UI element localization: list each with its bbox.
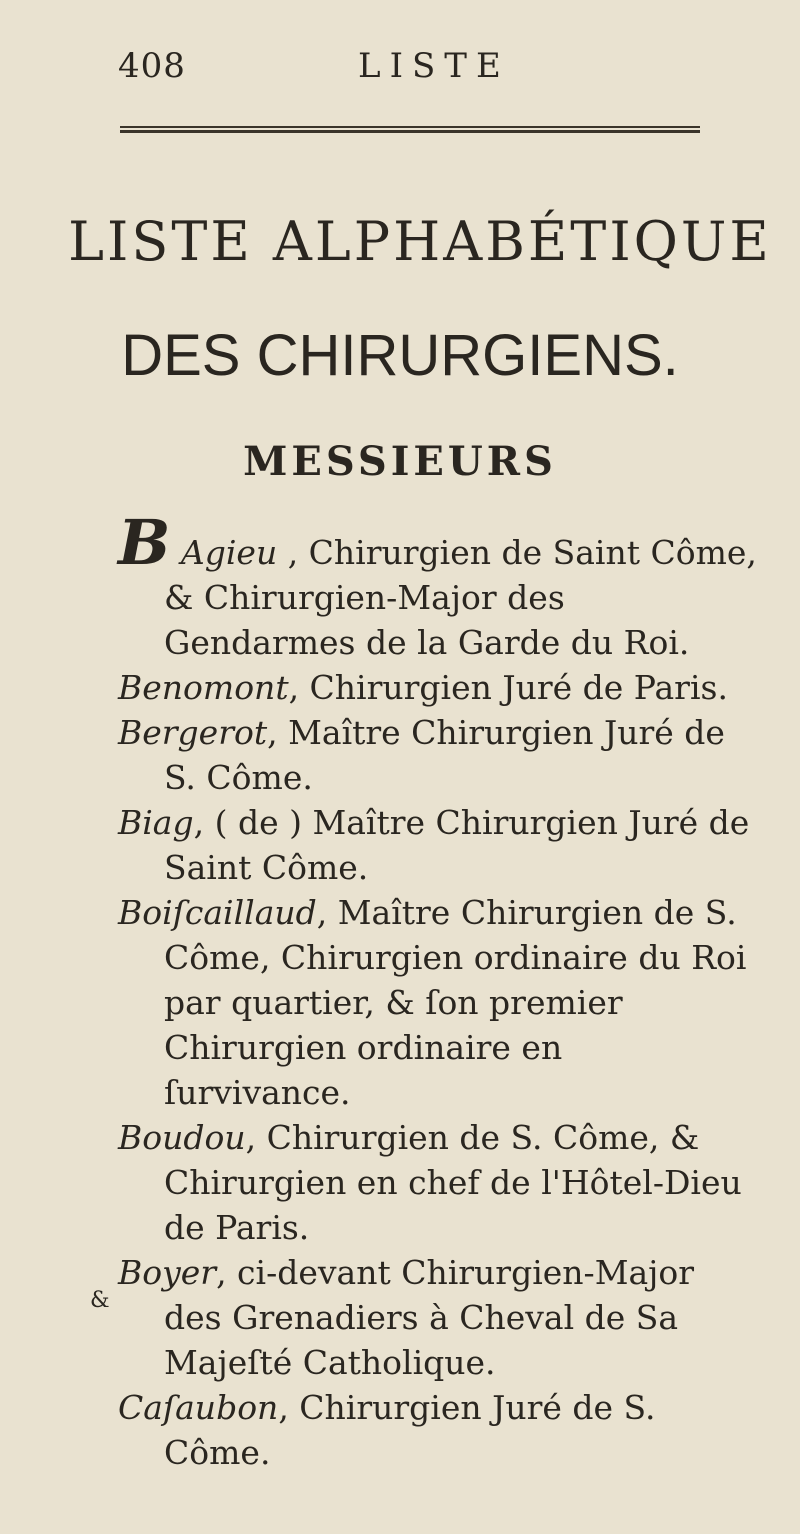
entry-text: , ci-devant Chirurgien-Major des Grenadiers à Cheval de Sa Majeſté Catholique. bbox=[164, 1253, 695, 1382]
entry-text: , ( de ) Maître Chirurgien Juré de Saint Côme. bbox=[164, 803, 750, 887]
list-item bbox=[118, 506, 758, 665]
entry-text: , Chirurgien de S. Côme, & Chirurgien en chef de l'Hôtel-Dieu de Paris. bbox=[164, 1118, 742, 1247]
entry-name: Bergerot bbox=[118, 713, 268, 752]
title-line-1: LISTE ALPHABÉTIQUE bbox=[68, 210, 772, 273]
list-item bbox=[118, 665, 758, 710]
running-head: LISTE bbox=[358, 46, 510, 86]
entry-text: , Maître Chirurgien de S. Côme, Chirurgien ordinaire du Roi par quartier, & ſon premier Chirurgien ordinaire en ſurvivance. bbox=[164, 893, 747, 1112]
entry-text: , Chirurgien Juré de Paris. bbox=[288, 668, 728, 707]
entry-text: , Chirurgien Juré de S. Côme. bbox=[164, 1388, 656, 1472]
entry-name: Agieu bbox=[180, 533, 278, 572]
entry-name: Benomont bbox=[118, 668, 289, 707]
list-item bbox=[118, 890, 758, 1115]
entry-name: Boyer bbox=[118, 1253, 217, 1292]
entry-text: , Maître Chirurgien Juré de S. Côme. bbox=[164, 713, 725, 797]
entry-name: Caſaubon bbox=[118, 1388, 279, 1427]
entry-text: , Chirurgien de Saint Côme, bbox=[287, 533, 757, 572]
list-item bbox=[118, 1115, 758, 1250]
entry-name: Boiſcaillaud bbox=[118, 893, 317, 932]
entry-name: Biag bbox=[118, 803, 194, 842]
header-rule bbox=[120, 126, 700, 134]
list-item bbox=[118, 1385, 758, 1475]
title-line-2: DES CHIRURGIENS. bbox=[121, 323, 679, 388]
list-item bbox=[118, 710, 758, 800]
entry-name: Boudou bbox=[118, 1118, 246, 1157]
page-header bbox=[118, 40, 718, 90]
page-number: 408 bbox=[118, 46, 186, 86]
entry-continuation: & Chirurgien-Major des Gendarmes de la Garde du Roi. bbox=[164, 578, 690, 662]
title-line-3: MESSIEURS bbox=[243, 438, 557, 485]
margin-mark: & bbox=[90, 1288, 110, 1313]
list-item bbox=[118, 1250, 758, 1385]
list-item bbox=[118, 800, 758, 890]
surgeon-list bbox=[118, 506, 758, 1475]
drop-cap: B bbox=[118, 506, 171, 579]
